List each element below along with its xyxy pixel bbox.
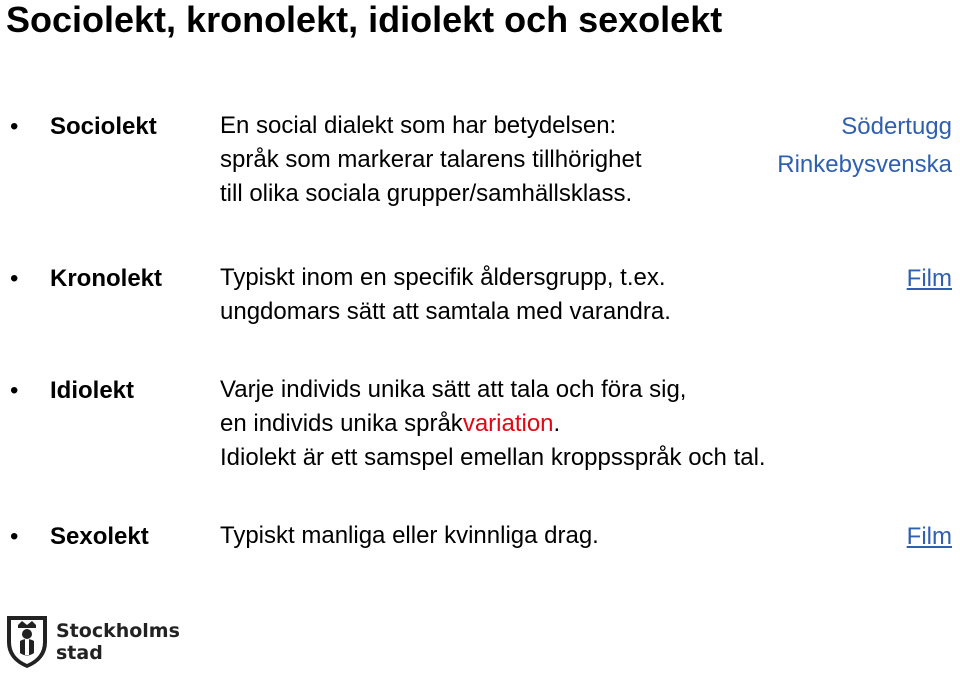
desc-line: En social dialekt som har betydelsen: bbox=[220, 112, 617, 139]
link-film-sexolekt[interactable]: Film bbox=[906, 523, 952, 550]
desc-sexolekt bbox=[220, 519, 599, 553]
desc-sociolekt bbox=[220, 109, 642, 211]
desc-idiolekt bbox=[220, 373, 766, 475]
logo-line: stad bbox=[56, 642, 103, 664]
stockholms-stad-logo bbox=[4, 612, 184, 670]
desc-line: till olika sociala grupper/samhällsklass. bbox=[220, 180, 633, 207]
desc-kronolekt bbox=[220, 261, 671, 329]
term-kronolekt: Kronolekt bbox=[50, 265, 163, 292]
desc-line: ungdomars sätt att samtala med varandra. bbox=[220, 298, 671, 325]
desc-line-prefix: en individs unika språk bbox=[220, 410, 463, 437]
term-sexolekt: Sexolekt bbox=[50, 523, 149, 550]
stockholm-crest-icon bbox=[4, 612, 50, 670]
bullet-icon: • bbox=[10, 113, 19, 140]
term-idiolekt: Idiolekt bbox=[50, 377, 135, 404]
bullet-icon: • bbox=[10, 265, 19, 292]
desc-line: Varje individs unika sätt att tala och föra sig, bbox=[220, 376, 687, 403]
term-sociolekt: Sociolekt bbox=[50, 113, 157, 140]
desc-line bbox=[220, 407, 766, 441]
desc-line: Typiskt manliga eller kvinnliga drag. bbox=[220, 522, 599, 549]
link-rinkebysvenska[interactable]: Rinkebysvenska bbox=[777, 151, 952, 178]
desc-line: Typiskt inom en specifik åldersgrupp, t.ex. bbox=[220, 264, 666, 291]
logo-wordmark bbox=[56, 620, 180, 664]
desc-line-suffix: . bbox=[553, 410, 561, 437]
logo-line: Stockholms bbox=[56, 620, 180, 642]
highlight-word: variation bbox=[462, 410, 554, 437]
desc-line: språk som markerar talarens tillhörighet bbox=[220, 146, 642, 173]
bullet-icon: • bbox=[10, 377, 19, 404]
link-film-kronolekt[interactable]: Film bbox=[906, 265, 952, 292]
slide-title: Sociolekt, kronolekt, idiolekt och sexolekt bbox=[6, 0, 723, 40]
desc-line: Idiolekt är ett samspel emellan kroppsspråk och tal. bbox=[220, 444, 766, 471]
link-sodertugg[interactable]: Södertugg bbox=[841, 113, 952, 140]
bullet-icon: • bbox=[10, 523, 19, 550]
